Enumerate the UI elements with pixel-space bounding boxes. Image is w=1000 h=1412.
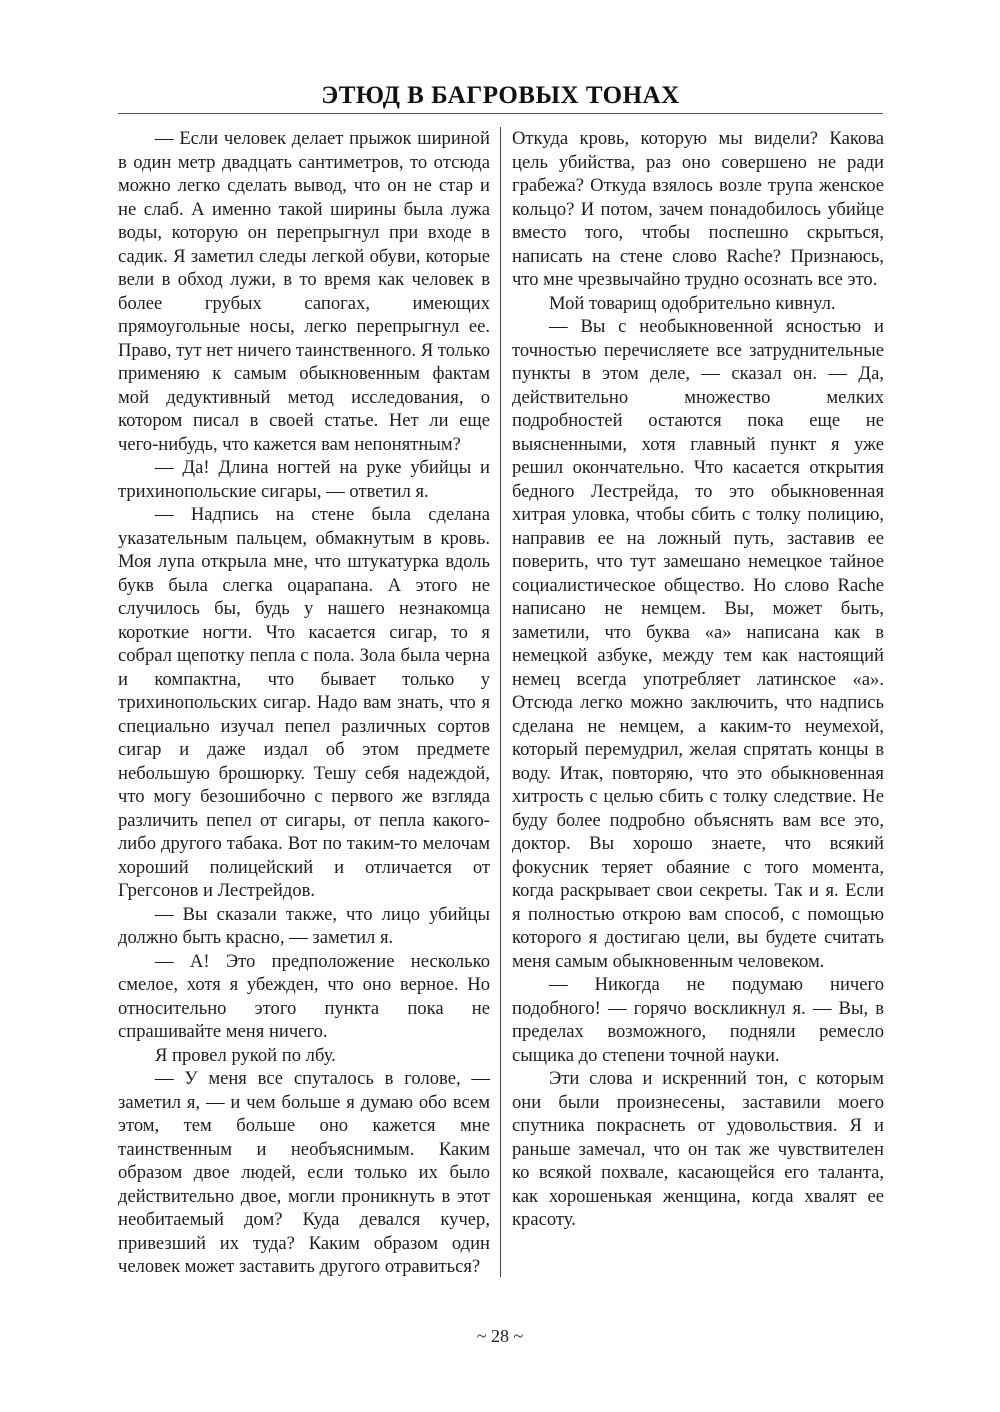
paragraph: Эти слова и искренний тон, с которым они были произнесены, заставили моего спутника покраснеть от удовольствия. Я и раньше замечал, что он так же чувствителен ко всякой похвале, касающейся его таланта, как хорошенькая женщина, когда хвалят ее красоту. bbox=[512, 1068, 884, 1230]
page-number: ~ 28 ~ bbox=[476, 1326, 524, 1346]
left-column bbox=[118, 127, 490, 1279]
header-rule bbox=[118, 113, 883, 114]
paragraph: Откуда кровь, которую мы видели? Какова цель убийства, раз оно совершено не ради грабежа? Откуда взялось возле трупа женское кольцо? И потом, зачем понадобилось убийце вместо того, чтобы поспешно скрыться, написать на стене слово Rache? Признаюсь, что мне чрезвычайно трудно осознать все это. bbox=[512, 128, 884, 290]
paragraph: — Да! Длина ногтей на руке убийцы и трихинопольские сигары, — ответил я. bbox=[118, 457, 490, 502]
paragraph: — Никогда не подумаю ничего подобного! — горячо воскликнул я. — Вы, в пределах возможного, подняли ремесло сыщика до степени точной науки. bbox=[512, 974, 884, 1066]
paragraph: — Вы сказали также, что лицо убийцы должно быть красно, — заметил я. bbox=[118, 903, 490, 948]
paragraph: Мой товарищ одобрительно кивнул. bbox=[549, 292, 836, 314]
paragraph: — Если человек делает прыжок шириной в один метр двадцать сантиметров, то отсюда можно легко сделать вывод, что он не стар и не слаб. А именно такой ширины была лужа воды, которую он перепрыгнул при входе в садик. Я заметил следы легкой обуви, которые вели в обход лужи, в то время как человек в более грубых сапогах, имеющих прямоугольные носы, легко перепрыгнул ее. Право, тут нет ничего таинственного. Я только применяю к самым обыкновенным фактам мой дедуктивный метод исследования, о котором писал в своей статье. Нет ли еще чего-нибудь, что кажется вам непонятным? bbox=[118, 128, 490, 455]
column-divider bbox=[500, 127, 501, 1277]
paragraph: — Надпись на стене была сделана указательным пальцем, обмакнутым в кровь. Моя лупа открыла мне, что штукатурка вдоль букв была слегка оцарапана. А этого не случилось бы, будь у нашего незнакомца короткие ногти. Что касается сигар, то я собрал щепотку пепла с пола. Зола была черна и компактна, что бывает только у трихинопольских сигар. Надо вам знать, что я специально изучал пепел различных сортов сигар и даже издал об этом предмете небольшую брошюрку. Тешу себя надеждой, что могу безошибочно с первого же взгляда различить пепел от сигары, от пепла какого-либо другого табака. Вот по таким-то мелочам хороший полицейский и отличается от Грегсонов и Лестрейдов. bbox=[118, 504, 490, 901]
right-column bbox=[512, 127, 884, 1232]
running-head-title: ЭТЮД В БАГРОВЫХ ТОНАХ bbox=[321, 82, 680, 109]
paragraph: — Вы с необыкновенной ясностью и точностью перечисляете все затруднительные пункты в этом деле, — сказал он. — Да, действительно множество мелких подробностей остаются пока еще не выясненными, хотя главный пункт я уже решил окончательно. Что касается открытия бедного Лестрейда, то это обыкновенная хитрая уловка, чтобы сбить с толку полицию, направив ее на ложный путь, заставив ее поверить, что тут замешано немецкое тайное социалистическое общество. Но слово Rache написано не немцем. Вы, может быть, заметили, что буква «а» написана как в немецкой азбуке, между тем как настоящий немец всегда употребляет латинское «а». Отсюда легко можно заключить, что надпись сделана не немцем, а каким-то неумехой, который перемудрил, желая спрятать концы в воду. Итак, повторяю, что это обыкновенная хитрость с целью сбить с толку следствие. Не буду более подробно объяснять вам все это, доктор. Вы хорошо знаете, что всякий фокусник теряет обаяние с того момента, когда раскрывает свои секреты. Так и я. Если я полностью открою вам способ, с помощью которого я достигаю цели, вы будете считать меня самым обыкновенным человеком. bbox=[512, 316, 884, 972]
paragraph: Я провел рукой по лбу. bbox=[155, 1044, 336, 1066]
paragraph: — У меня все спуталось в голове, — заметил я, — и чем больше я думаю обо всем этом, тем больше оно кажется мне таинственным и необъяснимым. Каким образом двое людей, если только их было действительно двое, могли проникнуть в этот необитаемый дом? Куда девался кучер, привезший их туда? Каким образом один человек может заставить другого отравиться? bbox=[118, 1068, 490, 1277]
paragraph: — А! Это предположение несколько смелое, хотя я убежден, что оно верное. Но относительно этого пункта пока не спрашивайте меня ничего. bbox=[118, 950, 490, 1042]
